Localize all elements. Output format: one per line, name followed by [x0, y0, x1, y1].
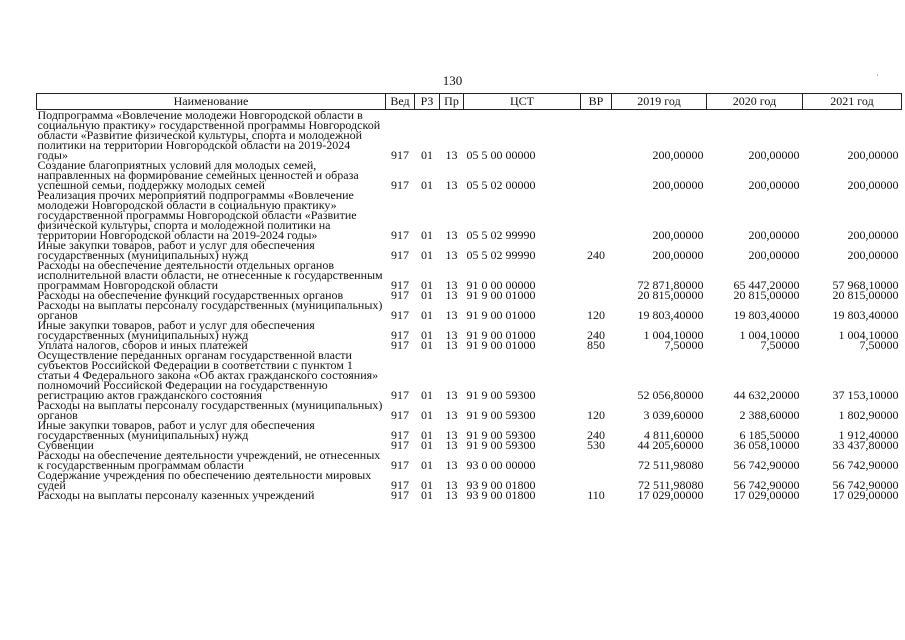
- cell-y2019: 72 511,98080: [637, 458, 704, 472]
- scan-mark: ˙: [876, 73, 879, 83]
- cell-y2019: 19 803,40000: [637, 308, 704, 322]
- cell-name: Субвенции: [37, 438, 94, 452]
- cell-name: Иные закупки товаров, работ и услуг для обеспечения государственных (муниципальных) нужд: [37, 238, 315, 262]
- cell-name: Подпрограмма «Вовлечение молодежи Новгородской области в социальную практику» государственной программы Новгородской области «Развитие физической культуры, спорта и молодежной политики на территории Новгородской области на 2019-2024 годы»: [37, 108, 381, 162]
- cell-y2019: 72 511,98080: [637, 478, 704, 492]
- cell-name: Уплата налогов, сборов и иных платежей: [37, 338, 248, 352]
- cell-pr: 13: [445, 248, 458, 262]
- cell-pr: 13: [445, 388, 458, 402]
- cell-y2019: 4 811,60000: [643, 428, 704, 442]
- table-row: [37, 490, 902, 500]
- cell-cst: 91 0 00 00000: [466, 278, 536, 292]
- cell-cst: 91 9 00 01000: [466, 308, 536, 322]
- cell-cst: 93 9 00 01800: [466, 488, 536, 502]
- cell-y2020: 44 632,20000: [733, 388, 800, 402]
- cell-vr: 120: [587, 408, 605, 422]
- cell-y2021: 200,00000: [847, 148, 899, 162]
- cell-vr: 240: [587, 428, 605, 442]
- cell-rz: 01: [421, 458, 433, 472]
- cell-ved: 917: [391, 228, 409, 242]
- cell-y2020: 19 803,40000: [733, 308, 800, 322]
- cell-rz: 01: [421, 328, 433, 342]
- cell-rz: 01: [421, 148, 433, 162]
- cell-y2021: 57 968,10000: [832, 278, 899, 292]
- cell-pr: 13: [445, 428, 458, 442]
- cell-y2020: 56 742,90000: [733, 478, 800, 492]
- cell-cst: 91 9 00 01000: [466, 288, 536, 302]
- cell-y2020: 200,00000: [748, 178, 800, 192]
- cell-name: Осуществление переданных органам государственной власти субъектов Российской Федерации в соответствии с пунктом 1 статьи 4 Федерального закона «Об актах гражданского состояния» полномочий Российской Федерации на государственную регистрацию актов гражданского состояния: [37, 348, 379, 402]
- cell-y2019: 20 815,00000: [637, 288, 704, 302]
- table-body: [37, 110, 902, 501]
- cell-rz: 01: [421, 178, 433, 192]
- table-row: [37, 240, 902, 260]
- cell-y2020: 20 815,00000: [733, 288, 800, 302]
- cell-y2021: 200,00000: [847, 248, 899, 262]
- cell-ved: 917: [391, 388, 409, 402]
- cell-rz: 01: [421, 488, 433, 502]
- cell-pr: 13: [445, 228, 458, 242]
- cell-cst: 91 9 00 01000: [466, 328, 536, 342]
- cell-cst: 93 9 00 01800: [466, 478, 536, 492]
- cell-y2021: 1 802,90000: [838, 408, 899, 422]
- cell-y2021: 200,00000: [847, 178, 899, 192]
- col-header-rz: РЗ: [415, 94, 440, 110]
- cell-pr: 13: [445, 478, 458, 492]
- cell-y2021: 1 004,10000: [838, 328, 899, 342]
- table-row: [37, 260, 902, 290]
- cell-pr: 13: [445, 308, 458, 322]
- cell-name: Иные закупки товаров, работ и услуг для обеспечения государственных (муниципальных) нужд: [37, 318, 315, 342]
- cell-vr: [581, 160, 612, 190]
- col-header-2021: 2021 год: [803, 94, 902, 110]
- cell-y2021: 7,50000: [859, 338, 899, 352]
- cell-y2020: 2 388,60000: [739, 408, 800, 422]
- cell-vr: [581, 260, 612, 290]
- cell-vr: 110: [587, 488, 605, 502]
- cell-rz: 01: [421, 248, 433, 262]
- cell-pr: 13: [445, 458, 458, 472]
- cell-rz: 01: [421, 308, 433, 322]
- cell-y2019: 52 056,80000: [637, 388, 704, 402]
- cell-y2019: 72 871,80000: [637, 278, 704, 292]
- cell-name: Расходы на выплаты персоналу казенных учреждений: [37, 488, 315, 502]
- cell-name: Расходы на обеспечение деятельности отдельных органов исполнительной власти области, не отнесенные к государственным программам Новгородской области: [37, 258, 383, 292]
- cell-vr: 240: [587, 328, 605, 342]
- cell-pr: 13: [445, 288, 458, 302]
- col-header-vr: ВР: [581, 94, 612, 110]
- table-row: [37, 450, 902, 470]
- cell-cst: 91 9 00 59300: [466, 438, 536, 452]
- cell-rz: 01: [421, 428, 433, 442]
- cell-ved: 917: [391, 178, 409, 192]
- cell-vr: [581, 470, 612, 490]
- cell-name: Расходы на обеспечение функций государственных органов: [37, 288, 344, 302]
- cell-y2020: 56 742,90000: [733, 458, 800, 472]
- cell-y2021: 56 742,90000: [832, 458, 899, 472]
- cell-ved: 917: [391, 458, 409, 472]
- cell-cst: 93 0 00 00000: [466, 458, 536, 472]
- table-row: [37, 110, 902, 161]
- cell-vr: [581, 350, 612, 400]
- cell-y2020: 65 447,20000: [733, 278, 800, 292]
- cell-y2019: 7,50000: [664, 338, 704, 352]
- cell-ved: 917: [391, 408, 409, 422]
- cell-y2020: 7,50000: [760, 338, 800, 352]
- col-header-2020: 2020 год: [707, 94, 803, 110]
- cell-pr: 13: [445, 408, 458, 422]
- col-header-cst: ЦСТ: [464, 94, 581, 110]
- cell-name: Расходы на обеспечение деятельности учреждений, не отнесенных к государственным программам области: [37, 448, 381, 472]
- cell-y2019: 1 004,10000: [643, 328, 704, 342]
- cell-cst: 91 9 00 59300: [466, 408, 536, 422]
- col-header-ved: Вед: [386, 94, 415, 110]
- cell-y2019: 44 205,60000: [637, 438, 704, 452]
- table-row: [37, 350, 902, 400]
- cell-pr: 13: [445, 488, 458, 502]
- cell-name: Расходы на выплаты персоналу государственных (муниципальных) органов: [37, 398, 383, 422]
- table-row: [37, 320, 902, 340]
- cell-rz: 01: [421, 408, 433, 422]
- cell-y2020: 6 185,50000: [739, 428, 800, 442]
- cell-ved: 917: [391, 438, 409, 452]
- col-header-pr: Пр: [440, 94, 464, 110]
- cell-vr: 850: [587, 338, 605, 352]
- cell-y2021: 19 803,40000: [832, 308, 899, 322]
- table-row: [37, 190, 902, 240]
- col-header-2019: 2019 год: [612, 94, 707, 110]
- cell-name: Создание благоприятных условий для молодых семей, направленных на формирование семейных ценностей и образа успешной семьи, поддержку молодых семей: [37, 158, 359, 192]
- cell-vr: [581, 110, 612, 161]
- budget-table: [36, 93, 902, 500]
- cell-vr: 530: [587, 438, 605, 452]
- cell-vr: 240: [587, 248, 605, 262]
- cell-rz: 01: [421, 388, 433, 402]
- page-number: 130: [442, 73, 463, 88]
- table-row: [37, 300, 902, 320]
- cell-ved: 917: [391, 338, 409, 352]
- cell-rz: 01: [421, 228, 433, 242]
- cell-cst: 05 5 02 00000: [466, 178, 536, 192]
- cell-rz: 01: [421, 338, 433, 352]
- table-row: [37, 470, 902, 490]
- cell-name: Содержание учреждения по обеспечению деятельности мировых судей: [37, 468, 372, 492]
- cell-y2019: 200,00000: [652, 248, 704, 262]
- cell-y2020: 36 058,10000: [733, 438, 800, 452]
- cell-vr: 120: [587, 308, 605, 322]
- cell-y2021: 56 742,90000: [832, 478, 899, 492]
- cell-cst: 91 9 00 01000: [466, 338, 536, 352]
- cell-cst: 91 9 00 59300: [466, 428, 536, 442]
- cell-pr: 13: [445, 338, 458, 352]
- cell-ved: 917: [391, 488, 409, 502]
- col-header-name: Наименование: [37, 94, 386, 110]
- cell-pr: 13: [445, 148, 458, 162]
- cell-cst: 05 5 02 99990: [466, 248, 536, 262]
- cell-y2019: 17 029,00000: [637, 488, 704, 502]
- cell-vr: [581, 450, 612, 470]
- cell-y2021: 37 153,10000: [832, 388, 899, 402]
- cell-name: Иные закупки товаров, работ и услуг для обеспечения государственных (муниципальных) нужд: [37, 418, 315, 442]
- cell-y2019: 200,00000: [652, 178, 704, 192]
- cell-pr: 13: [445, 328, 458, 342]
- cell-vr: [581, 190, 612, 240]
- cell-ved: 917: [391, 308, 409, 322]
- cell-vr: [581, 290, 612, 300]
- cell-pr: 13: [445, 178, 458, 192]
- cell-cst: 91 9 00 59300: [466, 388, 536, 402]
- cell-y2021: 20 815,00000: [832, 288, 899, 302]
- cell-rz: 01: [421, 438, 433, 452]
- cell-ved: 917: [391, 328, 409, 342]
- table-row: [37, 400, 902, 420]
- cell-y2020: 1 004,10000: [739, 328, 800, 342]
- cell-y2019: 3 039,60000: [643, 408, 704, 422]
- cell-ved: 917: [391, 288, 409, 302]
- cell-ved: 917: [391, 428, 409, 442]
- table-row: [37, 420, 902, 440]
- cell-ved: 917: [391, 248, 409, 262]
- cell-ved: 917: [391, 478, 409, 492]
- cell-y2019: 200,00000: [652, 228, 704, 242]
- cell-rz: 01: [421, 278, 433, 292]
- cell-name: Расходы на выплаты персоналу государственных (муниципальных) органов: [37, 298, 383, 322]
- cell-y2020: 200,00000: [748, 248, 800, 262]
- cell-name: Реализация прочих мероприятий подпрограммы «Вовлечение молодежи Новгородской области в социальную практику» государственной программы Новгородской области «Развитие физической культуры, спорта и молодежной политики на территории Новгородской области на 2019-2024 годы»: [37, 188, 357, 242]
- cell-y2021: 33 437,80000: [832, 438, 899, 452]
- table-row: [37, 160, 902, 190]
- cell-rz: 01: [421, 478, 433, 492]
- cell-cst: 05 5 00 00000: [466, 148, 536, 162]
- cell-y2020: 200,00000: [748, 148, 800, 162]
- cell-pr: 13: [445, 438, 458, 452]
- cell-cst: 05 5 02 99990: [466, 228, 536, 242]
- cell-rz: 01: [421, 288, 433, 302]
- cell-y2020: 200,00000: [748, 228, 800, 242]
- cell-ved: 917: [391, 278, 409, 292]
- cell-pr: 13: [445, 278, 458, 292]
- cell-y2020: 17 029,00000: [733, 488, 800, 502]
- cell-y2021: 1 912,40000: [838, 428, 899, 442]
- cell-y2019: 200,00000: [652, 148, 704, 162]
- cell-ved: 917: [391, 148, 409, 162]
- cell-y2021: 17 029,00000: [832, 488, 899, 502]
- cell-y2021: 200,00000: [847, 228, 899, 242]
